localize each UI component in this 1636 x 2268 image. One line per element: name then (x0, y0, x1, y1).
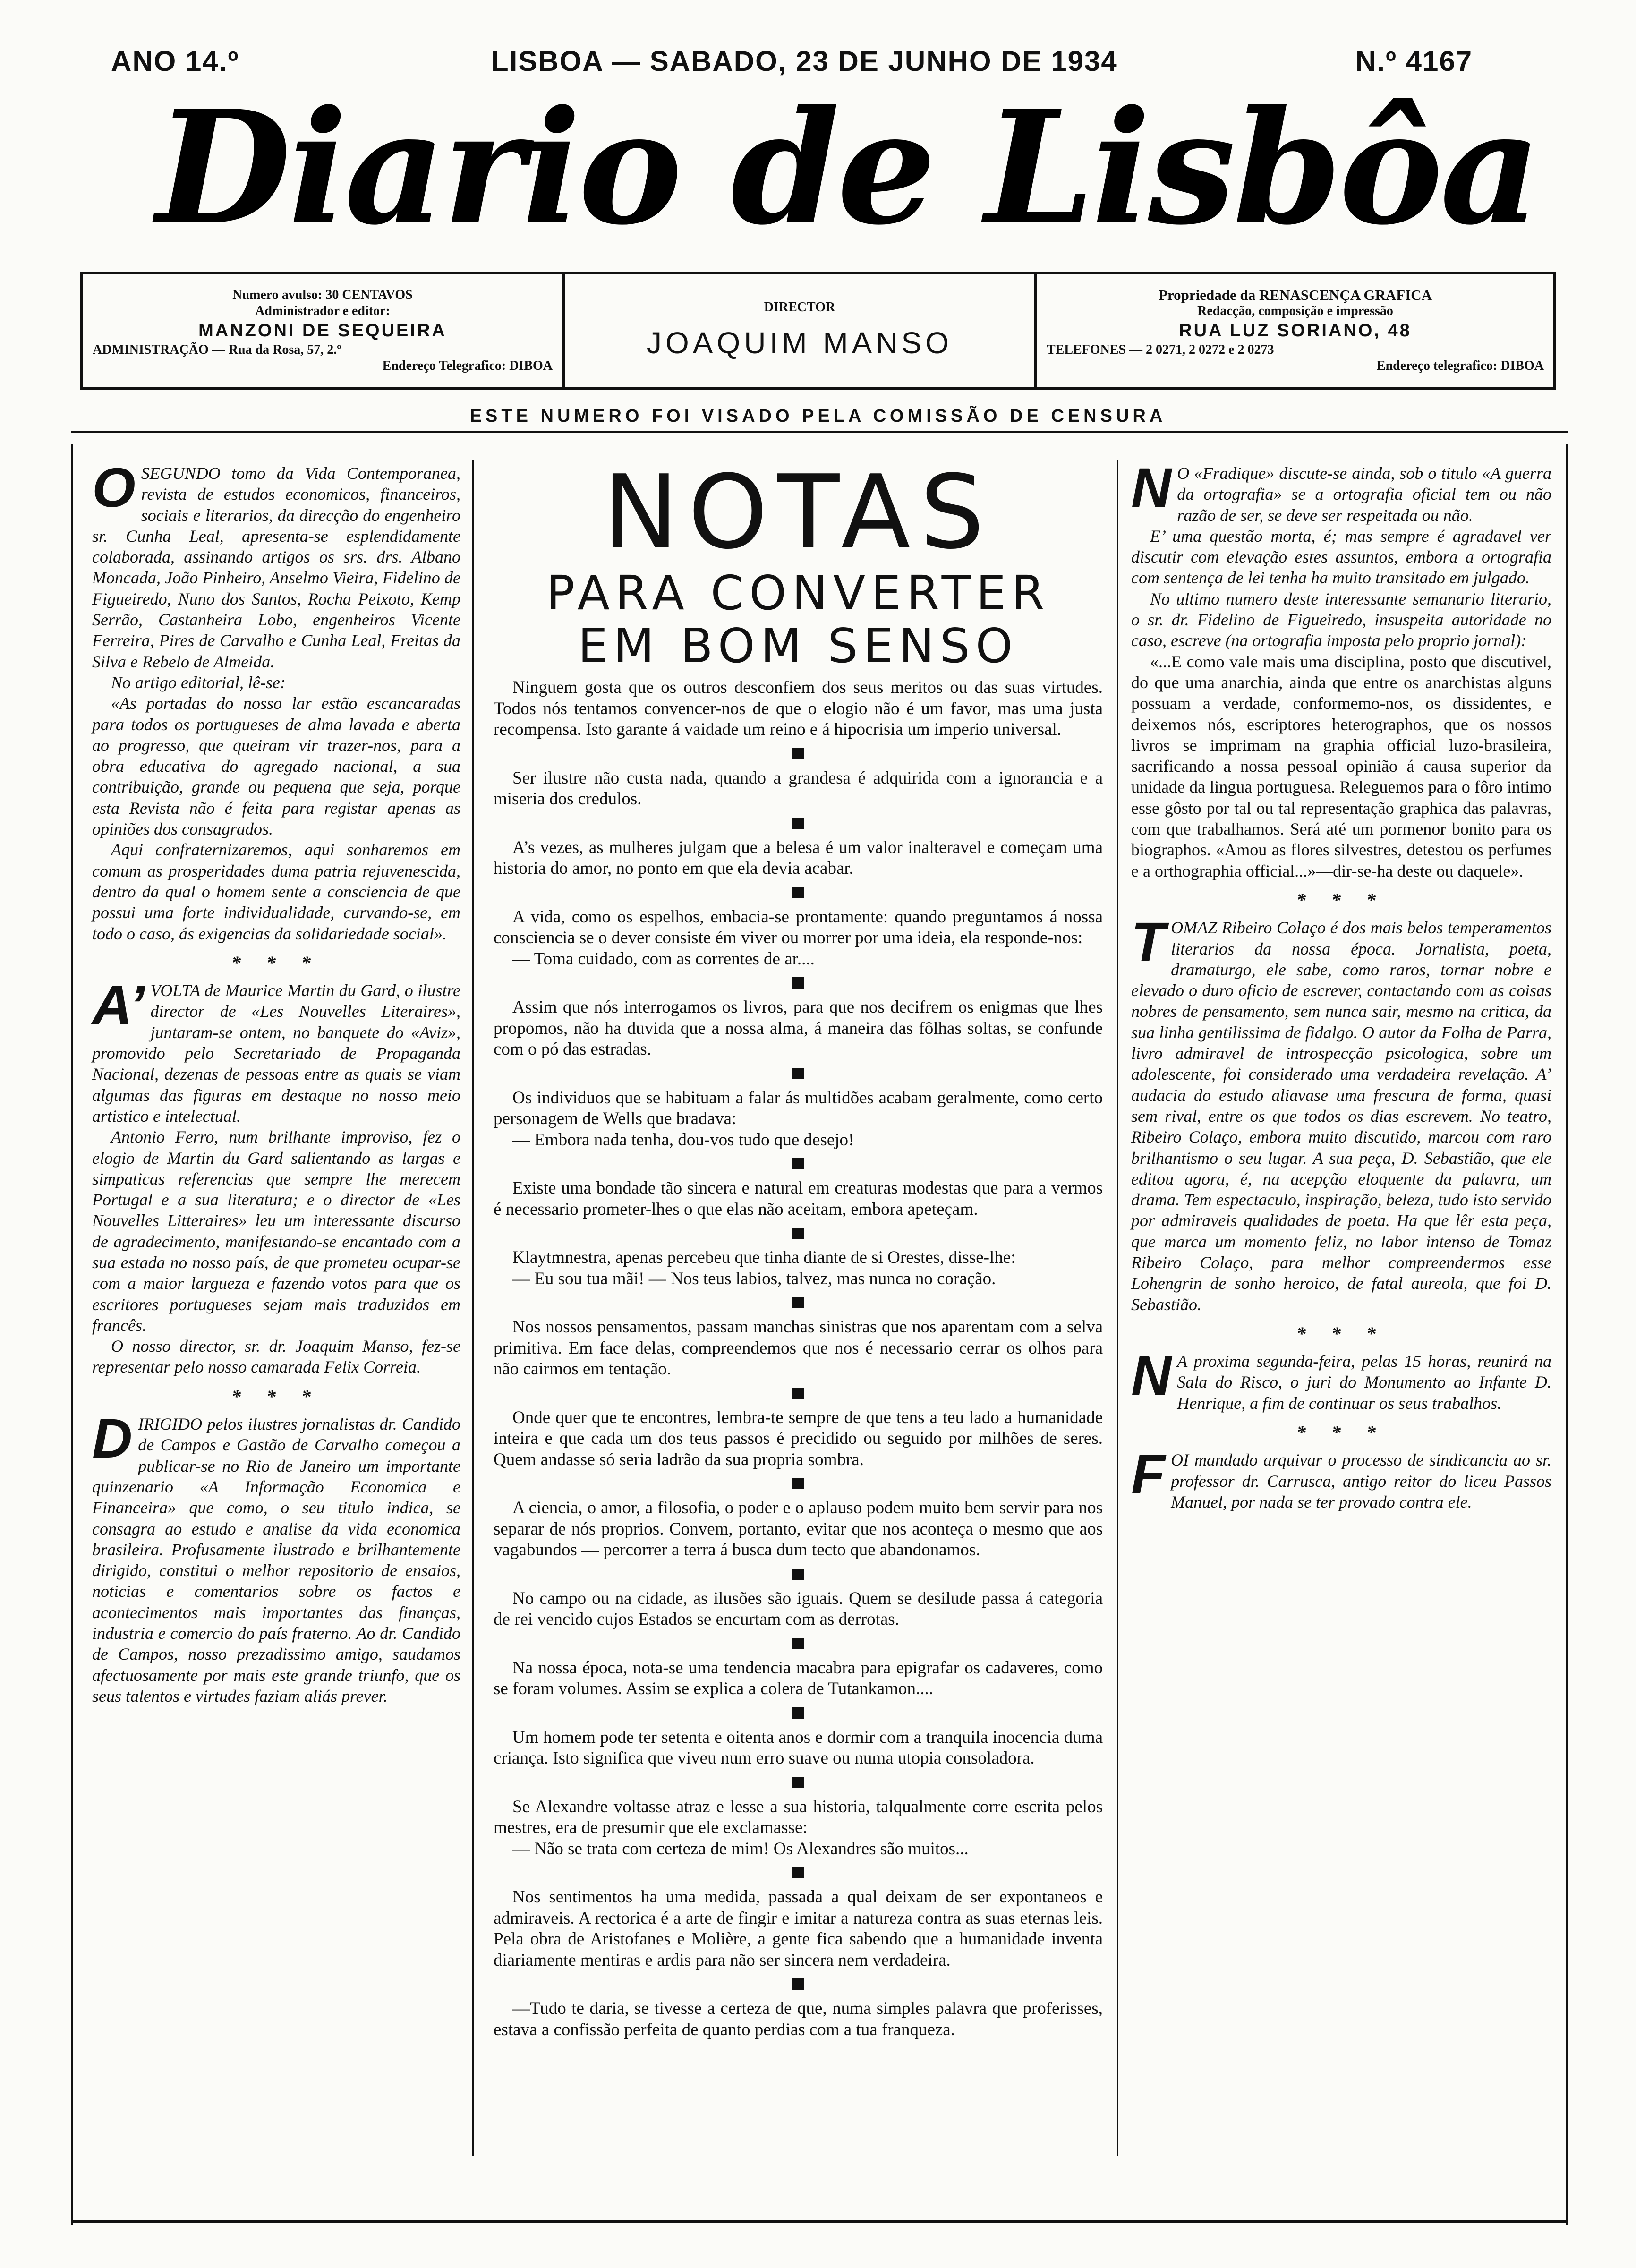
censor-rule (71, 431, 1568, 433)
separator-square-icon (792, 1569, 804, 1580)
note-item: Ninguem gosta que os outros desconfiem dos seus meritos ou das suas virtudes. Todos nós tentamos convencer-nos de que o elogio não é um favor, mas uma justa recompensa. Isto garante á vaidade um reino e á hipocrisia um imperio universal. (494, 678, 1103, 739)
article-tomaz-ribeiro-colaco (1131, 911, 1551, 1315)
dropcap: N (1131, 457, 1172, 519)
note-item: Os individuos que se habituam a falar ás multidões acabam geralmente, como certo personagem de Wells que bradava: (494, 1088, 1103, 1128)
phones-line: TELEFONES — 2 0271, 2 0272 e 2 0273 (1047, 342, 1274, 357)
notas-body (494, 677, 1103, 2040)
infobox-director (565, 274, 1037, 387)
notas-title: NOTAS (602, 453, 994, 571)
notas-subtitle-2: EM BOM SENSO (578, 618, 1019, 674)
note-item: A’s vezes, as mulheres julgam que a belesa é um valor inalteravel e começam uma historia do amor, no ponto em que ela devia acabar. (494, 837, 1103, 878)
note-item: Assim que nós interrogamos os livros, para que nos decifrem os enigmas que lhes propomos, não ha duvida que a nossa alma, á maneira das fôlhas soltas, se confunde com o pó das estradas. (494, 998, 1103, 1059)
admin-label: Administrador e editor: (255, 304, 390, 318)
note-item: Na nossa época, nota-se uma tendencia macabra para epigrafar os cadaveres, como se foram volumes. Assim se explica a colera de Tutankamon.... (494, 1658, 1103, 1698)
article-informacao-economica (92, 1407, 460, 1706)
left-column (92, 457, 460, 1706)
censorship-notice: ESTE NUMERO FOI VISADO PELA COMISSÃO DE CENSURA (469, 406, 1167, 426)
dropcap: F (1131, 1443, 1166, 1506)
section-stars: * * * (1296, 1422, 1386, 1443)
section-stars: * * * (1296, 889, 1386, 911)
paragraph: OI mandado arquivar o processo de sindicancia ao sr. professor dr. Carrusca, antigo reitor do liceu Passos Manuel, por nada se ter provado contra ele. (1171, 1450, 1551, 1511)
column-rule-1 (472, 460, 474, 2156)
admin-address: ADMINISTRAÇÃO — Rua da Rosa, 57, 2.º (93, 342, 341, 357)
paragraph: E’ uma questão morta, é; mas sempre é agradavel ver discutir com elevação estes assuntos, embora a ortografia com sentença de lei tenha ha muito transitado em julgado. (1131, 526, 1551, 588)
section-stars: * * * (1296, 1322, 1386, 1344)
price-line: Numero avulso: 30 CENTAVOS (232, 288, 413, 302)
separator-square-icon (792, 1478, 804, 1489)
paragraph: A proxima segunda-feira, pelas 15 horas, reunirá na Sala do Risco, o juri do Monumento ao Infante D. Henrique, a fim de continuar os seus trabalhos. (1177, 1352, 1551, 1413)
property-telegraph: Endereço telegrafico: DIBOA (1376, 358, 1544, 373)
dropcap: O (92, 457, 136, 519)
dropcap: N (1131, 1345, 1172, 1407)
paragraph: O nosso director, sr. dr. Joaquim Manso, fez-se representar pelo nosso camarada Felix Correia. (92, 1337, 460, 1377)
note-item: —Tudo te daria, se tivesse a certeza de que, numa simples palavra que proferisses, estava a confissão perfeita de quanto perdias com a tua franqueza. (494, 1999, 1103, 2039)
column-rule-2 (1117, 460, 1118, 2156)
masthead-infobox (80, 272, 1556, 390)
issue-number: N.º 4167 (1355, 45, 1473, 77)
separator-square-icon (792, 1777, 804, 1788)
note-item-line: — Embora nada tenha, dou-vos tudo que desejo! (512, 1130, 854, 1150)
newspaper-masthead: Diario de Lisbôa (156, 76, 1539, 259)
separator-square-icon (792, 1638, 804, 1649)
note-item: A ciencia, o amor, a filosofia, o poder e o aplauso podem muito bem servir para nos separar de nós proprios. Convem, portanto, evitar que nos aconteça o mesmo que aos vagabundos — percorrer a terra á busca dum tecto que abandonamos. (494, 1498, 1103, 1560)
paragraph: VOLTA de Maurice Martin du Gard, o ilustre director de «Les Nouvelles Literaires», juntaram-se ontem, no banquete do «Aviz», promovido pelo Secretariado de Propaganda Nacional, dezenas de pessoas entre as quais se viam algumas das figuras em destaque no nosso meio artistico e intelectual. (92, 981, 460, 1125)
right-column (1131, 457, 1551, 1512)
separator-square-icon (792, 1158, 804, 1169)
article-martin-du-gard (92, 974, 460, 1378)
separator-square-icon (792, 887, 804, 898)
article-vida-contemporanea (92, 457, 460, 944)
separator-square-icon (792, 1068, 804, 1079)
article-fradique (1131, 457, 1551, 881)
dropcap: A’ (92, 974, 145, 1037)
note-item-line: — Eu sou tua mãi! — Nos teus labios, talvez, mas nunca no coração. (512, 1269, 996, 1288)
paragraph: OMAZ Ribeiro Colaço é dos mais belos temperamentos literarios da nossa época. Jornalista, poeta, dramaturgo, ele sabe, como raros, tornar nobre e elevado o duro oficio de escrever, contactando com as coisas nobres de pensamento, sem nunca sair, mesmo na critica, da sua linha gentilissima de fidalgo. O autor da Folha de Parra, livro admiravel de introspecção psicologica, sobre um adolescente, foi considerado uma verdadeira revelação. A’ audacia do estudo aliavase uma frescura de forma, quasi sem rival, entre os que todos os dias escrevem. No teatro, Ribeiro Colaço, embora muito discutido, marcou com raro brilhantismo o seu lugar. A sua peça, D. Sebastião, que ele editou agora, é, na acepção eloquente da palavra, um drama. Tem espectaculo, inspiração, beleza, tudo isto servido por admiraveis qualidades de poeta. Ha que lêr esta peça, que marca um momento feliz, no labor intenso de Tomaz Ribeiro Colaço, para melhor compreendermos esse Lohengrin de sonho heroico, de fatal aureola, que foi D. Sebastião. (1131, 918, 1551, 1314)
separator-square-icon (792, 1297, 804, 1308)
director-name: JOAQUIM MANSO (646, 326, 953, 360)
note-item: Um homem pode ter setenta e oitenta anos e dormir com a tranquila inocencia duma criança. Isto significa que viveu num erro suave ou numa utopia consoladora. (494, 1727, 1103, 1768)
separator-square-icon (792, 1707, 804, 1719)
paragraph: «As portadas do nosso lar estão escancaradas para todos os portugueses de alma lavada e aberta ao progresso, que queiram vir trazer-nos, para a obra educativa do agregado nacional, a sua contribuição, grande ou pequena que seja, porque esta Revista não é feita para registar apenas as opiniões dos consagrados. (92, 694, 460, 839)
note-item: Ser ilustre não custa nada, quando a grandesa é adquirida com a ignorancia e a miseria dos credulos. (494, 768, 1103, 809)
paragraph: Aqui confraternizaremos, aqui sonharemos em comum as prosperidades duma patria rejuvenescida, dentro da qual o homem sente a consciencia de que possui uma forte individualidade, curvando-se, em todo o caso, ás exigencias da solidariedade social». (92, 840, 460, 943)
section-stars: * * * (231, 1385, 321, 1407)
admin-telegraph: Endereço Telegrafico: DIBOA (382, 358, 553, 373)
dropcap: D (92, 1407, 133, 1470)
issue-year: ANO 14.º (111, 45, 239, 77)
paragraph: IRIGIDO pelos ilustres jornalistas dr. Candido de Campos e Gastão de Carvalho começou a publicar-se no Rio de Janeiro um importante quinzenario «A Informação Economica e Financeira» que como, o seu titulo indica, se consagra ao estudo e analise da vida economica brasileira. Profusamente ilustrado e brilhantemente dirigido, constitui o melhor repositorio de ensaios, noticias e comentarios sobre os factos e acontecimentos mais importantes das finanças, industria e comercio do país fraterno. Ao dr. Candido de Campos, nosso prezadissimo amigo, saudamos afectuosamente por mais este grande triunfo, que os seus talentos e virtudes faziam aliás prever. (92, 1415, 460, 1705)
frame-right (1566, 444, 1568, 2225)
note-item: Existe uma bondade tão sincera e natural em creaturas modestas que para a vermos é necessario prometer-lhes o que elas não aceitam, embora apeteçam. (494, 1178, 1103, 1219)
note-item: A vida, como os espelhos, embacia-se prontamente: quando preguntamos á nossa consciencia se o dever consiste ém viver ou morrer por uma ideia, ela responde-nos: (494, 907, 1103, 947)
note-item: Onde quer que te encontres, lembra-te sempre de que tens a teu lado a humanidade inteira e que cada um dos teus passos é precidido ou seguido por milhões de seres. Quem andasse só seria ladrão da sua propria sombra. (494, 1407, 1103, 1469)
note-item: Se Alexandre voltasse atraz e lesse a sua historia, talqualmente corre escrita pelos mestres, era de presumir que ele exclamasse: (494, 1797, 1103, 1837)
paragraph: Antonio Ferro, num brilhante improviso, fez o elogio de Martin du Gard salientando as largas e simpaticas referencias que sempre lhe merecem Portugal e a sua literatura; e o director de «Les Nouvelles Litteraires» leu um interessante discurso de agradecimento, manifestando-se encantado com a sua estada no nosso país, de que prometeu ocupar-se com a maior largueza e fazendo votos para que os escritores portugueses sejam mais traduzidos em francês. (92, 1127, 460, 1335)
note-item: Klaytmnestra, apenas percebeu que tinha diante de si Orestes, disse-lhe: (512, 1248, 1016, 1267)
separator-square-icon (792, 977, 804, 989)
dateline: LISBOA — SABADO, 23 DE JUNHO DE 1934 (491, 45, 1118, 77)
director-label: DIRECTOR (764, 300, 835, 315)
article-sindicancia (1131, 1443, 1551, 1512)
article-infante-monument (1131, 1345, 1551, 1414)
frame-bottom (71, 2220, 1568, 2223)
paragraph: SEGUNDO tomo da Vida Contemporanea, revista de estudos economicos, financeiros, sociais e literarios, da direcção do engenheiro sr. Cunha Leal, apresenta-se esplendidamente colaborada, assinando artigos os srs. drs. Albano Moncada, João Pinheiro, Anselmo Vieira, Fidelino de Figueiredo, Nuno dos Santos, Rocha Peixoto, Kemp Serrão, Castanheira Lobo, engenheiros Vicente Ferreira, Pires de Carvalho e Cunha Leal, Freitas da Silva e Rebelo de Almeida. (92, 464, 460, 671)
note-item-line: — Toma cuidado, com as correntes de ar.... (512, 949, 815, 969)
dropcap: T (1131, 911, 1166, 974)
paragraph: No ultimo numero deste interessante semanario literario, o sr. dr. Fidelino de Figueiredo, insuspeita autoridade no caso, escreve (na ortografia imposta pelo proprio jornal): (1131, 589, 1551, 650)
note-item: Nos nossos pensamentos, passam manchas sinistras que nos aparentam com a selva primitiva. Em face delas, compreendemos que nos é necessario cerrar os olhos para não cairmos em tentação. (494, 1317, 1103, 1379)
infobox-admin (83, 274, 565, 387)
separator-square-icon (792, 1978, 804, 1990)
frame-left (71, 444, 73, 2225)
separator-square-icon (792, 1867, 804, 1878)
notas-subtitle-1: PARA CONVERTER (546, 565, 1050, 621)
notas-column (494, 453, 1103, 2040)
separator-square-icon (792, 818, 804, 829)
separator-square-icon (792, 748, 804, 759)
press-line: Redacção, composição e impressão (1197, 304, 1393, 318)
paragraph: No artigo editorial, lê-se: (111, 673, 286, 692)
infobox-property (1037, 274, 1553, 387)
press-address: RUA LUZ SORIANO, 48 (1179, 321, 1412, 341)
separator-square-icon (792, 1388, 804, 1399)
admin-name: MANZONI DE SEQUEIRA (198, 321, 447, 341)
note-item: Nos sentimentos ha uma medida, passada a qual deixam de ser expontaneos e admiraveis. A rectorica é a arte de fingir e imitar a natureza contra as suas eternas leis. Pela obra de Aristofanes e Molière, a gente fica sabendo que a humanidade inventa diariamente mentiras e ardis para não ser sincera nem verdadeira. (494, 1887, 1103, 1970)
property-line: Propriedade da RENASCENÇA GRAFICA (1159, 287, 1432, 303)
section-stars: * * * (231, 952, 321, 973)
note-item-line: — Não se trata com certeza de mim! Os Alexandres são muitos... (512, 1839, 969, 1859)
paragraph: O «Fradique» discute-se ainda, sob o titulo «A guerra da ortografia» se a ortografia oficial tem ou não razão de ser, se deve ser respeitada ou não. (1177, 464, 1551, 525)
note-item: No campo ou na cidade, as ilusões são iguais. Quem se desilude passa á categoria de rei vencido cujos Estados se encurtam com as derrotas. (494, 1588, 1103, 1629)
separator-square-icon (792, 1228, 804, 1239)
quote-paragraph: «...E como vale mais uma disciplina, posto que discutivel, do que uma anarchia, ainda que entre os anarchistas alguns possuam a verdade, conformemo-nos, os dissidentes, e deixemos nós, escriptores heterographos, que os nossos livros se imprimam na graphia official luzo-brasileira, sacrificando a nossa pessoal opinião á causa superior da unidade da lingua portuguesa. Releguemos para o fôro intimo esse gôsto por tal ou tal representação graphica das palavras, com que trabalhamos. Será até um pormenor bonito para os biographos. «Amou as flores silvestres, detestou os perfumes e a orthographia official...»—dir-se-ha deste ou daquele». (1131, 652, 1551, 880)
